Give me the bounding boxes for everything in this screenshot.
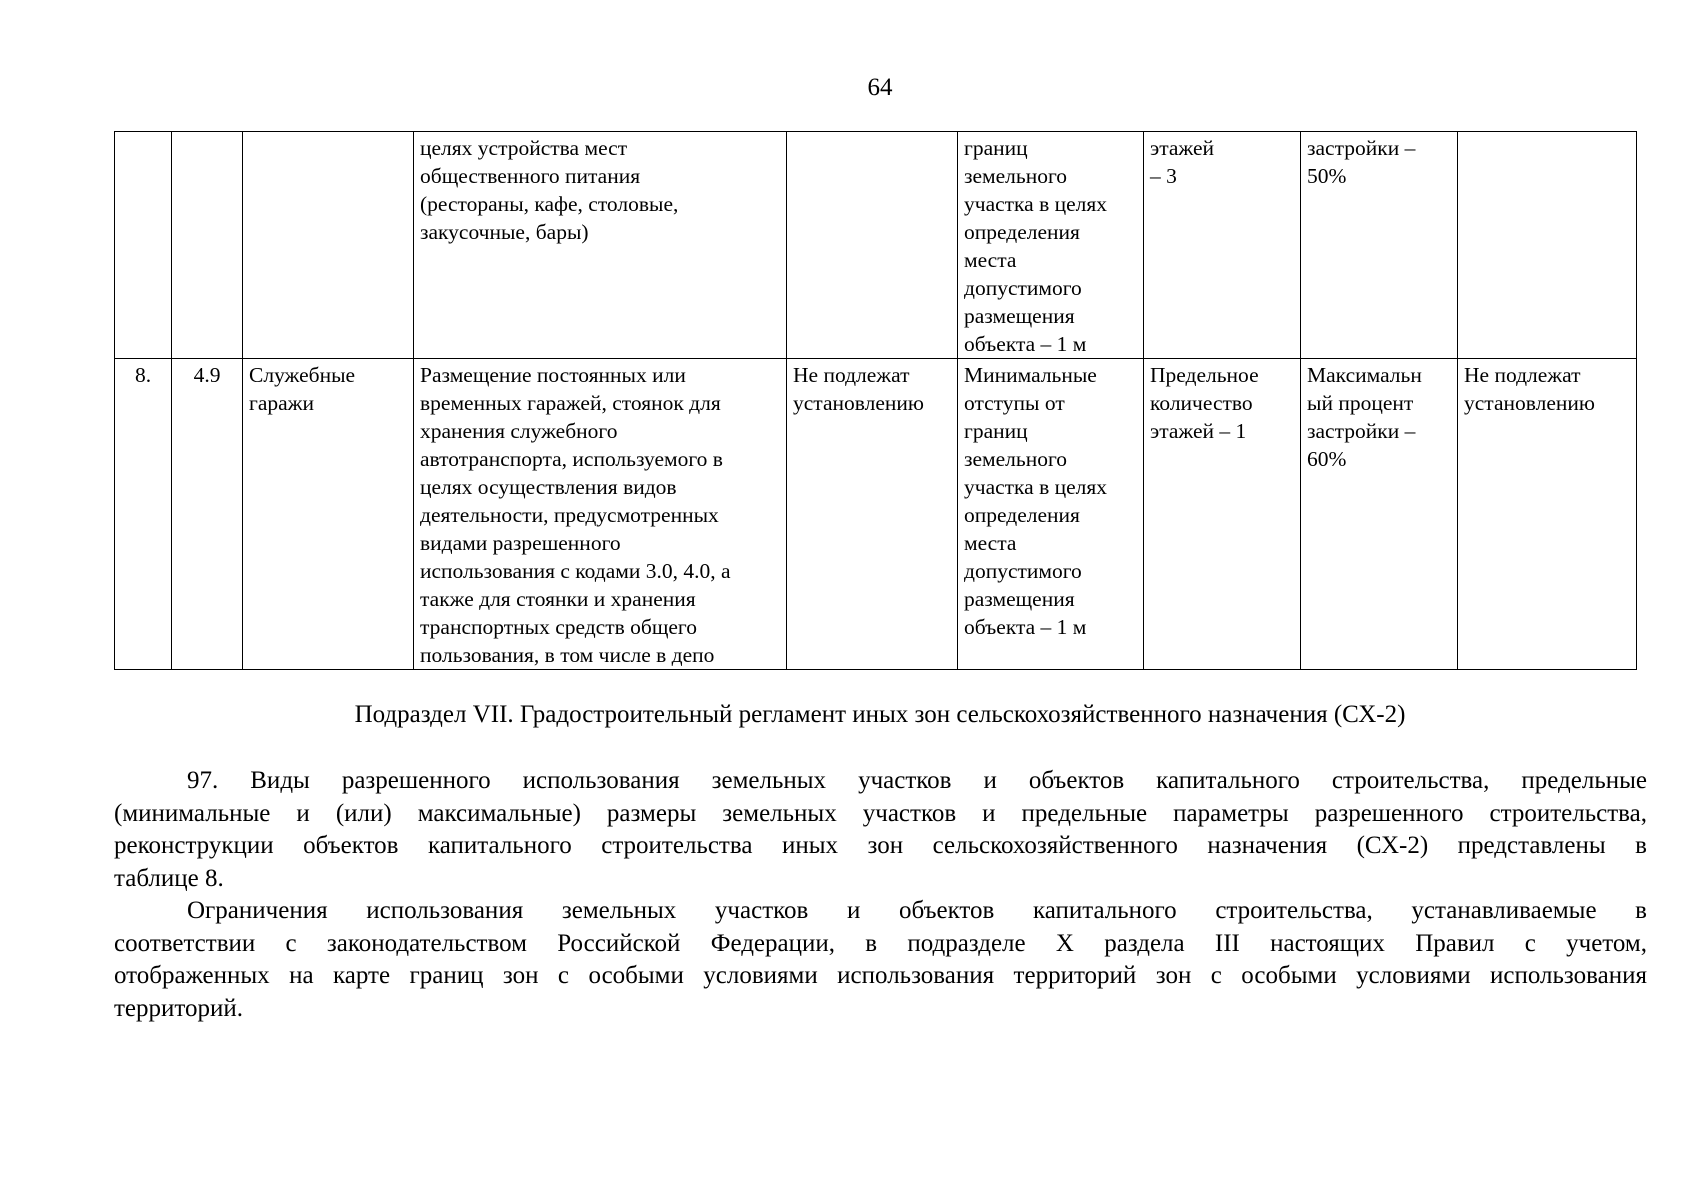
cell-coverage — [1301, 359, 1458, 670]
cell-plot-size — [787, 359, 958, 670]
cell-line: 60% — [1307, 447, 1347, 471]
paragraph-line: таблице 8. — [114, 864, 224, 892]
cell-setbacks — [958, 359, 1144, 670]
cell-floors — [1144, 132, 1301, 359]
paragraph-line: (минимальные и (или) максимальные) размеры земельных участков и предельные параметры разрешенного строительства, — [114, 799, 1647, 827]
cell-line: Минимальные — [964, 363, 1097, 387]
cell-code — [172, 359, 243, 670]
cell-other — [1458, 359, 1637, 670]
cell-coverage — [1301, 132, 1458, 359]
cell-line: деятельности, предусмотренных — [420, 503, 719, 527]
cell-line: допустимого — [964, 559, 1082, 583]
table-row — [115, 132, 1637, 359]
cell-number-text: 8. — [134, 363, 152, 387]
cell-line: – 3 — [1150, 164, 1177, 188]
body-text — [114, 765, 1647, 1025]
cell-line: Не подлежат — [793, 363, 910, 387]
cell-other — [1458, 132, 1637, 359]
cell-number — [115, 359, 172, 670]
paragraph-97 — [114, 765, 1647, 895]
cell-line: целях устройства мест — [420, 136, 628, 160]
cell-line: установлению — [793, 391, 924, 415]
cell-line: определения — [964, 503, 1080, 527]
cell-line: автотранспорта, используемого в — [420, 447, 723, 471]
cell-line: использования с кодами 3.0, 4.0, а — [420, 559, 731, 583]
paragraph-line: реконструкции объектов капитального строительства иных зон сельскохозяйственного назначения (СХ-2) представлены в — [114, 832, 1647, 859]
cell-line: Служебные — [249, 363, 356, 387]
cell-line: размещения — [964, 587, 1075, 611]
paragraph-line: соответствии с законодательством Российской Федерации, в подразделе X раздела III настоящих Правил с учетом, — [114, 929, 1647, 957]
cell-line: гаражи — [249, 391, 315, 415]
cell-line: 50% — [1307, 164, 1347, 188]
cell-line: объекта – 1 м — [964, 615, 1087, 639]
cell-line: этажей — [1150, 136, 1215, 160]
cell-line: транспортных средств общего — [420, 615, 697, 639]
paragraph-line: Ограничения использования земельных участков и объектов капитального строительства, устанавливаемые в — [187, 897, 1647, 924]
paragraph-line: 97. Виды разрешенного использования земельных участков и объектов капитального строительства, предельные — [187, 767, 1647, 794]
cell-name — [243, 132, 414, 359]
paragraph-line: отображенных на карте границ зон с особыми условиями использования территорий зон с особыми условиями использования — [114, 962, 1647, 989]
cell-line: места — [964, 248, 1017, 272]
cell-line: ый процент — [1307, 391, 1414, 415]
cell-line: границ — [964, 136, 1028, 160]
cell-line: временных гаражей, стоянок для — [420, 391, 721, 415]
table-row — [115, 359, 1637, 670]
cell-line: закусочные, бары) — [420, 220, 589, 244]
cell-code — [172, 132, 243, 359]
cell-line: целях осуществления видов — [420, 475, 677, 499]
cell-line: участка в целях — [964, 475, 1108, 499]
cell-line: определения — [964, 220, 1080, 244]
regulations-table — [114, 131, 1637, 670]
cell-name — [243, 359, 414, 670]
cell-line: установлению — [1464, 391, 1595, 415]
cell-description — [414, 359, 787, 670]
cell-number — [115, 132, 172, 359]
cell-line: видами разрешенного — [420, 531, 621, 555]
cell-line: земельного — [964, 164, 1068, 188]
cell-line: Максимальн — [1307, 363, 1422, 387]
cell-line: этажей – 1 — [1150, 419, 1247, 443]
cell-code-text: 4.9 — [193, 363, 221, 387]
cell-line: общественного питания — [420, 164, 641, 188]
paragraph-restrictions — [114, 895, 1647, 1025]
cell-line: земельного — [964, 447, 1068, 471]
cell-description — [414, 132, 787, 359]
cell-line: количество — [1150, 391, 1253, 415]
cell-line: застройки – — [1307, 419, 1416, 443]
page-number: 64 — [867, 74, 893, 101]
cell-line: допустимого — [964, 276, 1082, 300]
cell-line: застройки – — [1307, 136, 1416, 160]
cell-floors — [1144, 359, 1301, 670]
cell-line: пользования, в том числе в депо — [420, 643, 715, 667]
cell-line: хранения служебного — [420, 419, 618, 443]
cell-line: также для стоянки и хранения — [420, 587, 696, 611]
cell-line: участка в целях — [964, 192, 1108, 216]
cell-line: Предельное — [1150, 363, 1259, 387]
cell-line: объекта – 1 м — [964, 332, 1087, 356]
cell-plot-size — [787, 132, 958, 359]
subsection-title: Подраздел VII. Градостроительный регламент иных зон сельскохозяйственного назначения (СХ-2) — [354, 701, 1406, 728]
cell-line: Размещение постоянных или — [420, 363, 686, 387]
cell-line: (рестораны, кафе, столовые, — [420, 192, 679, 216]
cell-line: границ — [964, 419, 1028, 443]
cell-setbacks — [958, 132, 1144, 359]
cell-line: размещения — [964, 304, 1075, 328]
cell-line: отступы от — [964, 391, 1065, 415]
cell-line: Не подлежат — [1464, 363, 1581, 387]
paragraph-line: территорий. — [114, 994, 244, 1022]
cell-line: места — [964, 531, 1017, 555]
